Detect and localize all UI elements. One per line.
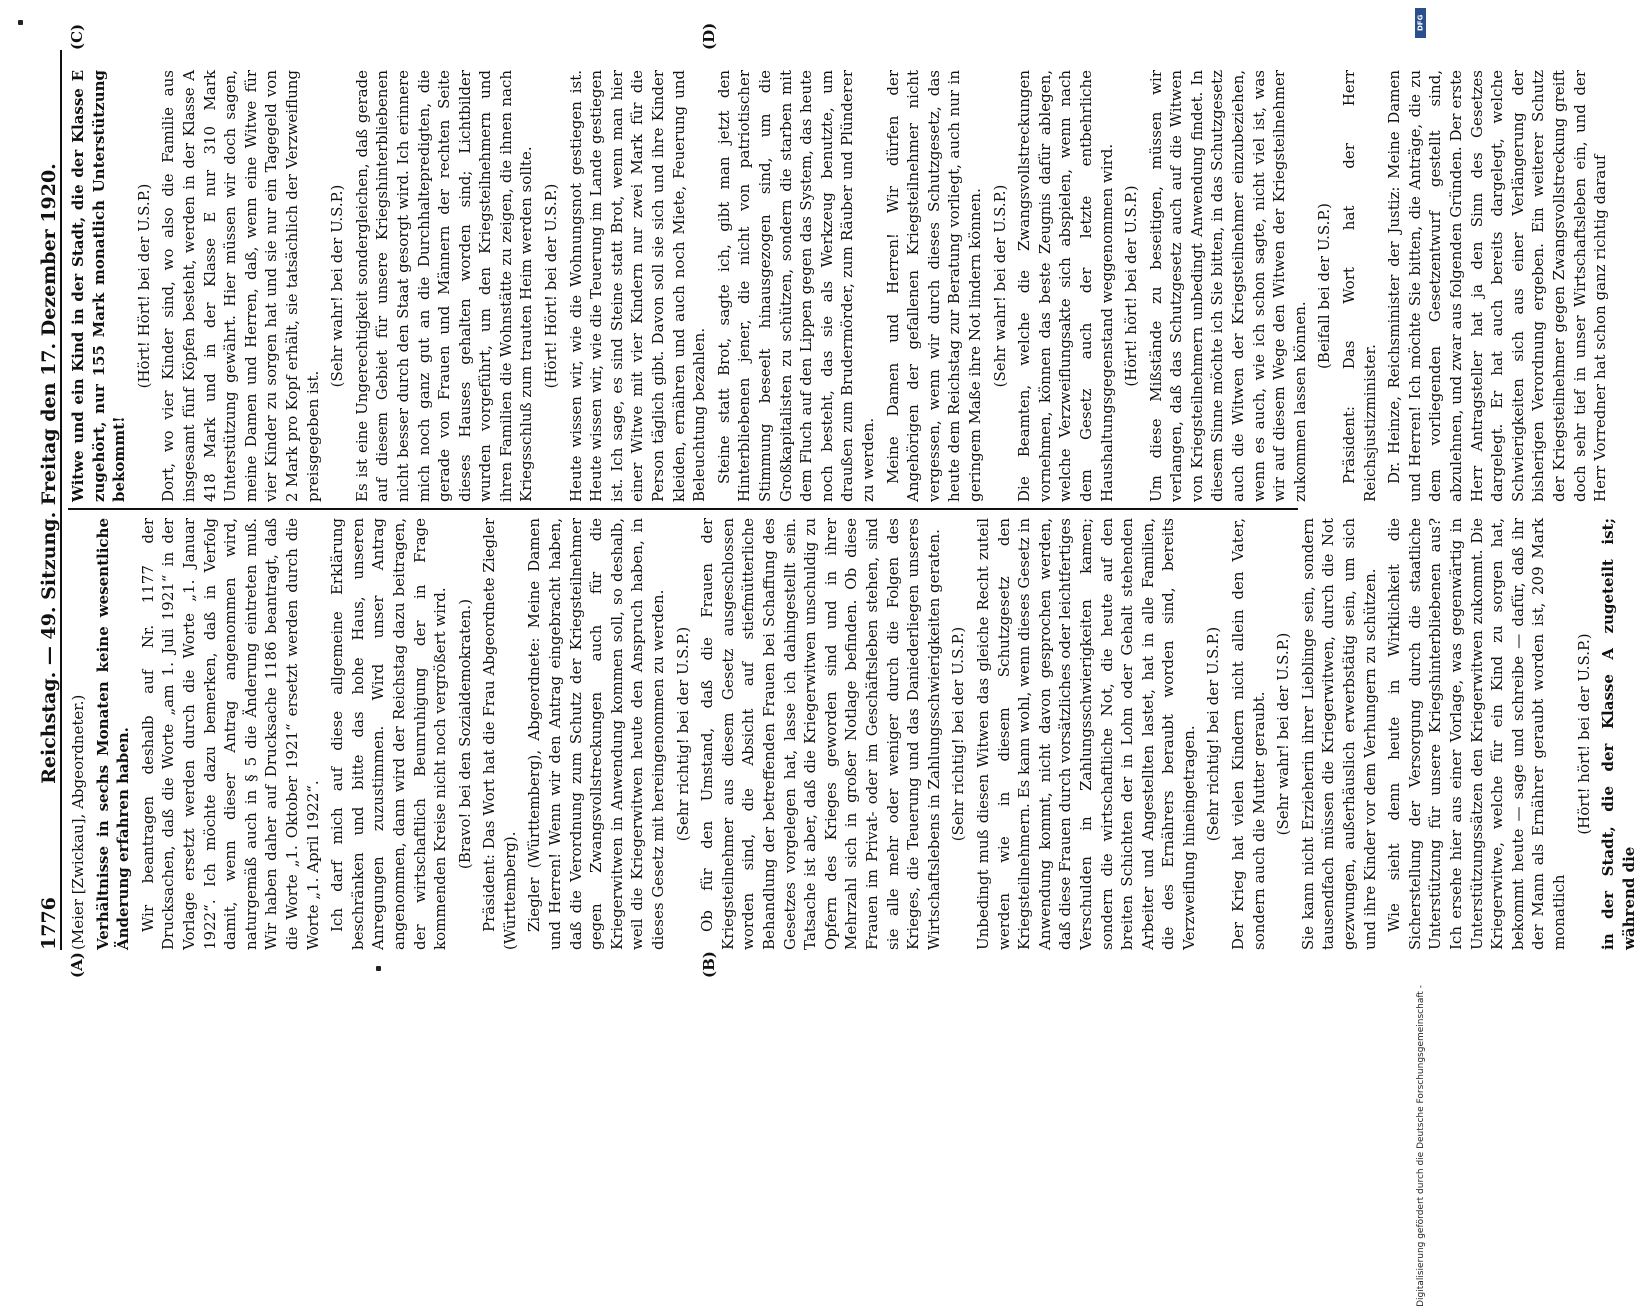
interjection: (Hört! Hört! bei der U.S.P.) <box>542 183 561 389</box>
paragraph: Der Krieg hat vielen Kindern nicht allein den Vater, sondern auch die Mutter geraubt. <box>1229 518 1268 950</box>
interjection: (Beifall bei der U.S.P.) <box>1315 202 1334 370</box>
interjection: (Hört! Hört! bei der U.S.P.) <box>134 183 153 389</box>
scan-speck <box>376 966 381 971</box>
page-title: Reichstag. — 49. Sitzung. Freitag den 17. Dezember 1920. <box>38 163 60 784</box>
paragraph: in der Stadt, die der Klasse A zugeteilt ist; während die <box>1599 518 1638 950</box>
interjection: (Hört! hört! bei der U.S.P.) <box>1122 185 1141 387</box>
interjection: (Hört! hört! bei der U.S.P.) <box>1574 633 1593 835</box>
paragraph: Verhältnisse in sechs Monaten keine wesentliche Änderung erfahren haben. <box>93 518 133 950</box>
paragraph: Präsident: Das Wort hat die Frau Abgeordnete Ziegler (Württemberg). <box>480 518 519 950</box>
left-column <box>68 518 1638 950</box>
interjection: (Sehr richtig! bei der U.S.P.) <box>673 626 692 842</box>
paragraph: Wie sieht denn heute in Wirklichkeit die Sicherstellung der Versorgung durch die staatliche Unterstützung für unsere Kriegshinterbliebenen aus? Ich ersehe hier aus einer Vorlage, was gegenwärtig in Unterstützungssätzen den Kriegerwitwen zukommt. Die Kriegerwitwe, welche für ein Kind zu sorgen hat, bekommt heute — sage und schreibe — dafür, daß ihr der Mann als Ernährer geraubt worden ist, 209 Mark monatlich <box>1385 518 1568 950</box>
paragraph: Es ist eine Ungerechtigkeit sondergleichen, daß gerade auf diesem Gebiet für unsere Kriegshinterbliebenen nicht besser durch den Staat gesorgt wird. Ich erinnere mich noch ganz gut an die Durchhaltepredigten, die gerade von Frauen und Männern der rechten Seite dieses Hauses gehalten worden sind; Lichtbilder wurden vorgeführt, um den Kriegsteilnehmern und ihren Familien die Wohnstätte zu zeigen, die ihnen nach Kriegsschluß zum trauten Heim werden sollte. <box>352 70 536 502</box>
paragraph: Meine Damen und Herren! Wir dürfen der Angehörigen der gefallenen Kriegsteilnehmer nicht vergessen, wenn wir durch dieses Schutzgesetz, das heute dem Reichstag zur Beratung vorliegt, auch nur in geringem Maße ihre Not lindern können. <box>883 70 984 502</box>
column-rule <box>68 508 1298 510</box>
paragraph: Heute wissen wir, wie die Wohnungsnot gestiegen ist. Heute wissen wir, wie die Teuerung im Lande gestiegen ist. Ich sage, es sind Steine statt Brot, wenn man hier einer Witwe mit vier Kindern nur zwei Mark für die Person täglich gibt. Davon soll sie sich und ihre Kinder kleiden, ernähren und auch noch Miete, Feuerung und Beleuchtung bezahlen. <box>566 70 709 502</box>
paragraph: Ob für den Umstand, daß die Frauen der Kriegsteilnehmer aus diesem Gesetz ausgeschlossen worden sind, die Absicht auf stiefmütterliche Behandlung der betreffenden Frauen bei Schaffung des Gesetzes vorgelegen hat, lasse ich dahingestellt sein. Tatsache ist aber, daß die Kriegerwitwen unschuldig zu Opfern des Krieges geworden sind und in ihrer Mehrzahl sich in großer Notlage befinden. Ob diese Frauen im Privat- oder im Geschäftsleben stehen, sind sie alle mehr oder weniger durch die Folgen des Krieges, die Teuerung und das Daniederliegen unseres Wirtschaftslebens in Zahlungsschwierigkeiten geraten. <box>698 518 943 950</box>
margin-marker-b: (B) <box>700 951 718 978</box>
margin-marker-c: (C) <box>68 23 86 50</box>
paragraph: Witwe und ein Kind in der Stadt, die der Klasse E zugehört, nur 155 Mark monatlich Unterstützung bekommt! <box>69 70 129 502</box>
credit-text: Digitalisierung gefördert durch die Deutsche Forschungsgemeinschaft - <box>1416 985 1426 1307</box>
scan-speck <box>18 20 23 25</box>
interjection: (Sehr wahr! bei der U.S.P.) <box>1274 632 1293 836</box>
paragraph: Ziegler (Württemberg), Abgeordnete: Meine Damen und Herren! Wenn wir den Antrag eingebracht haben, daß die Verordnung zum Schutz der Kriegsteilnehmer gegen Zwangsvollstreckungen auch für die Kriegerwitwen in Anwendung kommen soll, so deshalb, weil die Kriegerwitwen heute den Anspruch haben, in dieses Gesetz mit hereingenommen zu werden. <box>525 518 668 950</box>
paragraph: Dort, wo vier Kinder sind, wo also die Familie aus insgesamt fünf Köpfen besteht, werden in der Klasse A 418 Mark und in der Klasse E nur 310 Mark Unterstützung gewährt. Hier müssen wir doch sagen, meine Damen und Herren, daß, wenn eine Witwe für vier Kinder zu sorgen hat und sie nur ein Tagegeld von 2 Mark pro Kopf erhält, sie tatsächlich der Verzweiflung preisgegeben ist. <box>159 70 322 502</box>
interjection: (Bravo! bei den Sozialdemokraten.) <box>455 598 474 870</box>
interjection: (Sehr wahr! bei der U.S.P.) <box>990 184 1009 388</box>
paragraph: Wir beantragen deshalb auf Nr. 1177 der Drucksachen, daß die Worte „am 1. Juli 1921“ in der Vorlage ersetzt werden durch die Worte „1. Januar 1922“. Ich möchte dazu bemerken, daß in Verfolg damit, wenn dieser Antrag angenommen wird, naturgemäß auch in § 5 die Änderung eintreten muß. Wir haben daher auf Drucksache 1186 beantragt, daß die Worte „1. Oktober 1921“ ersetzt werden durch die Worte „1. April 1922“. <box>138 518 322 950</box>
paragraph: Steine statt Brot, sagte ich, gibt man jetzt den Hinterbliebenen jener, die nicht von patriotischer Stimmung beseelt hinausgezogen sind, um die Großkapitalisten zu schützen, sondern die starben mit dem Fluch auf den Lippen gegen das System, das heute noch besteht, das sie als Werkzeug benutzte, um draußen zum Brudermörder, zum Räuber und Plünderer zu werden. <box>714 70 877 502</box>
paragraph: Dr. Heinze, Reichsminister der Justiz: Meine Damen und Herren! Ich möchte Sie bitten, die Anträge, die zu dem vorliegenden Gesetzentwurf gestellt sind, abzulehnen, und zwar aus folgenden Gründen. Der erste Herr Antragsteller hat ja den Sinn des Gesetzes dargelegt. Er hat auch bereits dargelegt, welche Schwierigkeiten sich aus einer Verlängerung der bisherigen Verordnung ergeben. Ein weiterer Schutz der Kriegsteilnehmer gegen Zwangsvollstreckung greift doch sehr tief in unser Wirtschaftsleben ein, und der Herr Vorredner hat schon ganz richtig darauf <box>1385 70 1610 502</box>
paragraph: Die Beamten, welche die Zwangsvollstreckungen vornehmen, können das beste Zeugnis dafür ablegen, welche Verzweiflungsakte sich abspielen, wenn nach dem Gesetz auch der letzte entbehrliche Haushaltungsgegenstand weggenommen wird. <box>1015 70 1116 502</box>
dfg-logo: DFG <box>1415 8 1426 38</box>
paragraph: Präsident: Das Wort hat der Herr Reichsjustizminister. <box>1340 70 1379 502</box>
page-header <box>30 50 62 950</box>
paragraph: Unbedingt muß diesen Witwen das gleiche Recht zuteil werden wie in diesem Schutzgesetz den Kriegsteilnehmern. Es kann wohl, wenn dieses Gesetz in Anwendung kommt, nicht davon gesprochen werden, daß diese Frauen durch vorsätzliches oder leichtfertiges Verschulden in Zahlungsschwierigkeiten kamen; sondern die wirtschaftliche Not, die heute auf den breiten Schichten der in Lohn oder Gehalt stehenden Arbeiter und Angestellten lastet, hat in alle Familien, die des Ernährers beraubt worden sind, bereits Verzweiflung hineingetragen. <box>973 518 1198 950</box>
margin-marker-d: (D) <box>700 22 718 50</box>
right-column <box>68 70 1610 502</box>
paragraph: (Meier [Zwickau], Abgeordneter.) <box>69 694 87 950</box>
margin-marker-a: (A) <box>68 952 86 978</box>
interjection: (Sehr wahr! bei der U.S.P.) <box>328 184 347 388</box>
page-number: 1776 <box>38 897 60 950</box>
interjection: (Sehr richtig! bei der U.S.P.) <box>1204 626 1223 842</box>
digitization-credit <box>1410 0 1428 1307</box>
paragraph: Um diese Mißstände zu beseitigen, müssen wir verlangen, daß das Schutzgesetz auch auf die Witwen von Kriegsteilnehmern unbedingt Anwendung findet. In diesem Sinne möchte ich Sie bitten, in das Schutzgesetz auch die Witwen der Kriegsteilnehmer einzubeziehen, wenn es auch, wie ich schon sagte, nicht viel ist, was wir auf diesem Wege den Witwen der Kriegsteilnehmer zukommen lassen können. <box>1146 70 1309 502</box>
interjection: (Sehr richtig! bei der U.S.P.) <box>949 626 968 842</box>
paragraph: Ich darf mich auf diese allgemeine Erklärung beschränken und bitte das hohe Haus, unseren Anregungen zuzustimmen. Wird unser Antrag angenommen, dann wird der Reichstag dazu beitragen, der wirtschaftlich Beunruhigung der in Frage kommenden Kreise nicht noch vergrößert wird. <box>328 518 450 950</box>
paragraph: Sie kann nicht Erzieherin ihrer Lieblinge sein, sondern tausendfach müssen die Kriegerwitwen, durch die Not gezwungen, außerhäuslich erwerbstätig sein, um sich und ihre Kinder vor dem Verhungern zu schützen. <box>1298 518 1379 950</box>
